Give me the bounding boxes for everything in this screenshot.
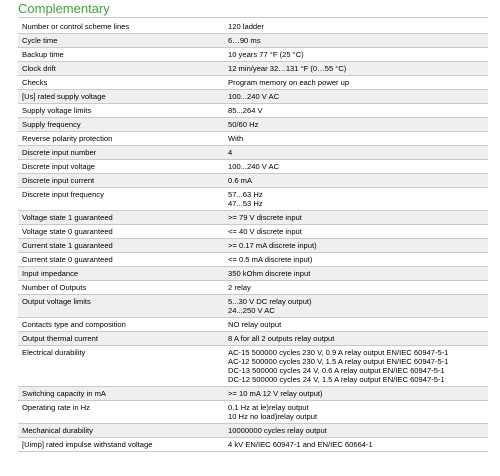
spec-value-line: 24...250 V AC	[228, 306, 275, 315]
spec-label: Discrete input number	[18, 146, 222, 160]
spec-label: Operating rate in Hz	[18, 401, 222, 424]
spec-value-line: 0.6 mA	[228, 176, 253, 185]
spec-value	[222, 132, 488, 146]
spec-value	[222, 118, 488, 132]
spec-value-line: 4	[228, 148, 233, 157]
spec-row	[18, 90, 488, 104]
spec-row	[18, 281, 488, 295]
spec-row	[18, 160, 488, 174]
spec-value-line: AC-15 500000 cycles 230 V, 0.9 A relay output EN/IEC 60947-5-1	[228, 348, 449, 357]
spec-label: Clock drift	[18, 62, 222, 76]
spec-value-line: 4 kV EN/IEC 60947-1 and EN/IEC 60664-1	[228, 440, 373, 449]
spec-row	[18, 188, 488, 211]
spec-row	[18, 104, 488, 118]
spec-value-line: <= 40 V discrete input	[228, 227, 302, 236]
spec-value-line: AC-12 500000 cycles 230 V, 1.5 A relay output EN/IEC 60947-5-1	[228, 357, 449, 366]
spec-value-line: >= 79 V discrete input	[228, 213, 302, 222]
spec-value-line: 50/60 Hz	[228, 120, 259, 129]
spec-row	[18, 20, 488, 34]
spec-value	[222, 34, 488, 48]
spec-label: Current state 0 guaranteed	[18, 253, 222, 267]
spec-table-body	[18, 20, 488, 452]
spec-value	[222, 188, 488, 211]
spec-value-line: Program memory on each power up	[228, 78, 350, 87]
spec-label: [Uimp] rated impulse withstand voltage	[18, 438, 222, 452]
spec-value-line: 2 relay	[228, 283, 251, 292]
spec-value	[222, 332, 488, 346]
spec-value	[222, 48, 488, 62]
spec-label: Number of Outputs	[18, 281, 222, 295]
spec-row	[18, 211, 488, 225]
spec-row	[18, 174, 488, 188]
spec-value-line: 57...63 Hz	[228, 190, 263, 199]
spec-label: Voltage state 1 guaranteed	[18, 211, 222, 225]
spec-value	[222, 295, 488, 318]
spec-value	[222, 387, 488, 401]
spec-row	[18, 146, 488, 160]
spec-row	[18, 253, 488, 267]
spec-label: Supply voltage limits	[18, 104, 222, 118]
spec-value-line: With	[228, 134, 244, 143]
spec-value	[222, 62, 488, 76]
spec-row	[18, 118, 488, 132]
spec-label: Mechanical durability	[18, 424, 222, 438]
spec-value-line: 350 kOhm discrete input	[228, 269, 311, 278]
spec-label: [Us] rated supply voltage	[18, 90, 222, 104]
spec-sheet	[0, 1, 500, 452]
spec-label: Reverse polarity protection	[18, 132, 222, 146]
spec-value-line: 10000000 cycles relay output	[228, 426, 327, 435]
spec-row	[18, 318, 488, 332]
spec-value	[222, 104, 488, 118]
spec-label: Discrete input voltage	[18, 160, 222, 174]
spec-label: Checks	[18, 76, 222, 90]
spec-value	[222, 90, 488, 104]
spec-label: Contacts type and composition	[18, 318, 222, 332]
spec-value-line: <= 0.5 mA discrete input)	[228, 255, 313, 264]
spec-value-line: >= 10 mA 12 V relay output)	[228, 389, 323, 398]
spec-value-line: 47...53 Hz	[228, 199, 263, 208]
spec-value-line: 6…90 ms	[228, 36, 261, 45]
spec-value-line: 10 years 77 °F (25 °C)	[228, 50, 304, 59]
spec-row	[18, 424, 488, 438]
spec-label: Number or control scheme lines	[18, 20, 222, 34]
spec-row	[18, 62, 488, 76]
spec-label: Output thermal current	[18, 332, 222, 346]
spec-row	[18, 225, 488, 239]
spec-label: Cycle time	[18, 34, 222, 48]
section-title: Complementary	[18, 1, 488, 18]
spec-row	[18, 438, 488, 452]
spec-row	[18, 387, 488, 401]
spec-value-line: >= 0.17 mA discrete input)	[228, 241, 317, 250]
spec-row	[18, 239, 488, 253]
spec-label: Switching capacity in mA	[18, 387, 222, 401]
spec-table	[18, 20, 488, 452]
spec-value-line: 8 A for all 2 outputs relay output	[228, 334, 335, 343]
spec-value	[222, 318, 488, 332]
spec-value	[222, 267, 488, 281]
spec-value	[222, 438, 488, 452]
spec-row	[18, 132, 488, 146]
spec-value	[222, 174, 488, 188]
spec-row	[18, 76, 488, 90]
spec-value	[222, 211, 488, 225]
spec-label: Discrete input frequency	[18, 188, 222, 211]
spec-value	[222, 281, 488, 295]
spec-label: Electrical durability	[18, 346, 222, 387]
spec-label: Backup time	[18, 48, 222, 62]
spec-label: Voltage state 0 guaranteed	[18, 225, 222, 239]
spec-row	[18, 346, 488, 387]
spec-value-line: 85...264 V	[228, 106, 263, 115]
spec-row	[18, 295, 488, 318]
spec-value	[222, 20, 488, 34]
spec-value-line: 100...240 V AC	[228, 162, 280, 171]
spec-label: Supply frequency	[18, 118, 222, 132]
spec-value	[222, 239, 488, 253]
spec-value	[222, 424, 488, 438]
spec-row	[18, 34, 488, 48]
spec-value-line: 100...240 V AC	[228, 92, 280, 101]
spec-value-line: NO relay output	[228, 320, 282, 329]
spec-value-line: 10 Hz no load)relay output	[228, 412, 318, 421]
spec-value-line: 0.1 Hz at le)relay output	[228, 403, 309, 412]
spec-value-line: 120 ladder	[228, 22, 264, 31]
spec-value-line: DC-13 500000 cycles 24 V, 0.6 A relay output EN/IEC 60947-5-1	[228, 366, 445, 375]
spec-row	[18, 48, 488, 62]
spec-value	[222, 401, 488, 424]
spec-value	[222, 76, 488, 90]
spec-value-line: 12 min/year 32…131 °F (0…55 °C)	[228, 64, 347, 73]
spec-label: Input impedance	[18, 267, 222, 281]
spec-label: Current state 1 guaranteed	[18, 239, 222, 253]
spec-row	[18, 267, 488, 281]
spec-value	[222, 253, 488, 267]
spec-value	[222, 225, 488, 239]
spec-row	[18, 401, 488, 424]
spec-value-line: 5...30 V DC relay output)	[228, 297, 312, 306]
spec-value	[222, 146, 488, 160]
spec-label: Output voltage limits	[18, 295, 222, 318]
spec-value-line: DC-12 500000 cycles 24 V, 1.5 A relay output EN/IEC 60947-5-1	[228, 375, 445, 384]
spec-value	[222, 160, 488, 174]
spec-value	[222, 346, 488, 387]
spec-row	[18, 332, 488, 346]
spec-label: Discrete input current	[18, 174, 222, 188]
